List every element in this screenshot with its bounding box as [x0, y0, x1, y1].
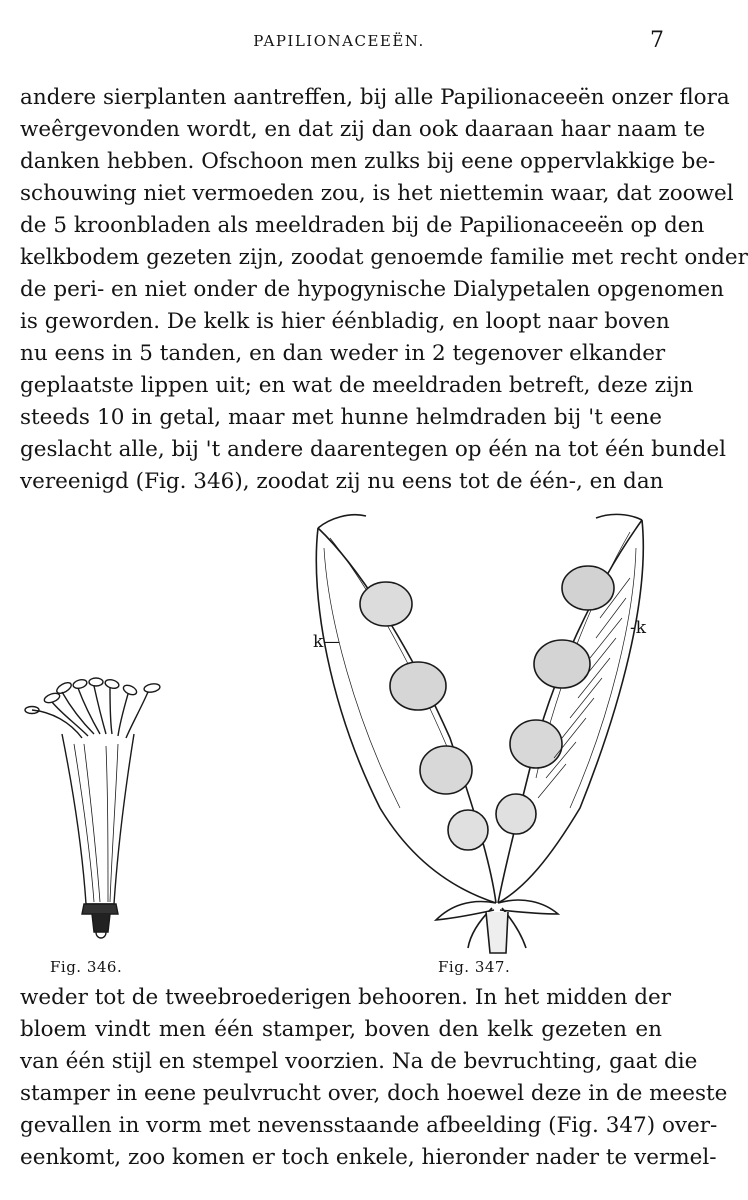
text-line: geplaatste lippen uit; en wat de meeldraden betreft, deze zijn	[20, 373, 694, 398]
text-line: eenkomt, zoo komen er toch enkele, hieronder nader te vermel-	[20, 1145, 717, 1170]
text-line: stamper in eene peulvrucht over, doch hoewel deze in de meeste	[20, 1081, 728, 1106]
text-line: weêrgevonden wordt, en dat zij dan ook daaraan haar naam te	[20, 117, 706, 142]
page-number: 7	[650, 28, 664, 53]
text-line: danken hebben. Ofschoon men zulks bij eene oppervlakkige be-	[20, 149, 716, 174]
figure-347-pod-illustration	[300, 508, 665, 953]
text-line: is geworden. De kelk is hier éénbladig, en loopt naar boven	[20, 309, 670, 334]
text-line: van één stijl en stempel voorzien. Na de bevruchting, gaat die	[20, 1049, 698, 1074]
text-line: nu eens in 5 tanden, en dan weder in 2 tegenover elkander	[20, 341, 666, 366]
figure-label-k-right: -k	[630, 618, 647, 638]
text-line: weder tot de tweebroederigen behooren. In het midden der	[20, 985, 672, 1010]
running-title: PAPILIONACEEËN.	[253, 32, 425, 50]
figure-label-k-left: k—	[313, 632, 341, 652]
running-head	[0, 30, 678, 54]
text-line: de peri- en niet onder de hypogynische Dialypetalen opgenomen	[20, 277, 725, 302]
stamen-drawing	[22, 674, 162, 954]
caption-fig-346: Fig. 346.	[50, 958, 123, 976]
figure-346-stamen-illustration	[22, 674, 162, 954]
pod-drawing	[300, 508, 665, 953]
text-line: andere sierplanten aantreffen, bij alle Papilionaceeën onzer flora	[20, 85, 730, 110]
text-line: kelkbodem gezeten zijn, zoodat genoemde familie met recht onder	[20, 245, 748, 270]
text-line: vereenigd (Fig. 346), zoodat zij nu eens tot de één-, en dan	[20, 469, 664, 494]
text-line: schouwing niet vermoeden zou, is het niettemin waar, dat zoowel	[20, 181, 734, 206]
text-line: steeds 10 in getal, maar met hunne helmdraden bij 't eene	[20, 405, 662, 430]
text-line: geslacht alle, bij 't andere daarentegen op één na tot één bundel	[20, 437, 727, 462]
paragraph-top	[20, 82, 748, 498]
text-line: de 5 kroonbladen als meeldraden bij de Papilionaceeën op den	[20, 213, 705, 238]
paragraph-bottom	[20, 982, 728, 1174]
text-line: bloem vindt men één stamper, boven den kelk gezeten en	[20, 1017, 662, 1042]
text-line: gevallen in vorm met nevensstaande afbeelding (Fig. 347) over-	[20, 1113, 718, 1138]
caption-fig-347: Fig. 347.	[438, 958, 511, 976]
